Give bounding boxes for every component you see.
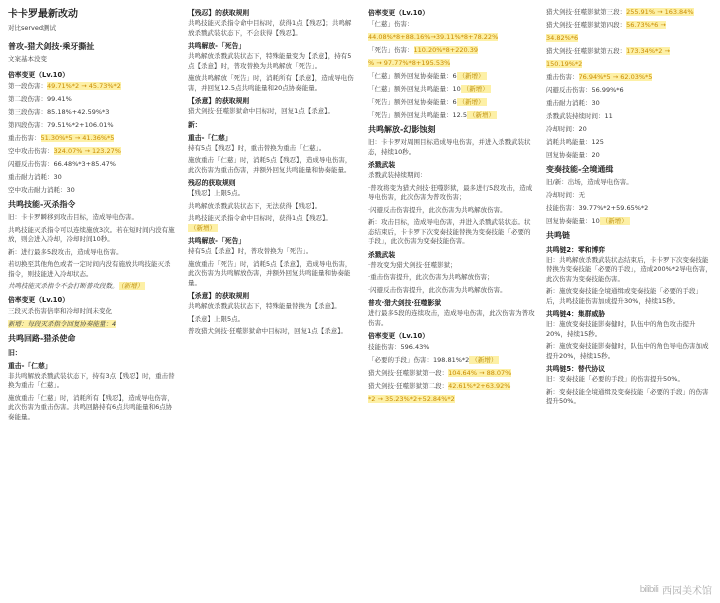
paragraph: 旧：卡卡罗对周围目标造成导电伤害，并进入杀戮武装状态，持续10秒。 [368, 138, 531, 156]
stat-row: 「死告」额外回复共鸣能量：12.5 （新增） [368, 111, 495, 119]
watermark [640, 582, 712, 597]
stat-row: 新增：每段灭杀指令回复协奏能量：4 [8, 319, 117, 328]
paragraph: 施放重击「仁慈」时，消耗5点【残忍】，造成导电伤害，此次伤害为重击伤害，并额外回复共鸣能量和协奏能量。 [188, 156, 352, 174]
stat-row: 猎犬剑技·狂噬影狱第二段：42.61%*2+63.92% [368, 382, 511, 390]
new-label: 新： [188, 120, 202, 129]
subsection-heading: 【杀意】的获取规则 [188, 97, 250, 105]
section-title-normal-attack: 普攻-猎犬剑技·乘牙撕扯 [8, 42, 95, 51]
watermark-text: 西园美术馆 [662, 586, 712, 597]
subsection-heading: 共鸣解放-「死告」 [188, 42, 246, 50]
stat-row: 猎犬剑技·狂噬影狱第四段：56.73%*6 → [546, 21, 666, 29]
stat-row: 技能伤害：39.77%*2+59.65%*2 [546, 203, 649, 212]
stat-row: 第四段伤害：79.51%*2+106.01% [8, 121, 114, 129]
stat-row: 44.08%*8+88.16%→39.11%*8+78.22% [368, 33, 499, 41]
stat-row: 「仁慈」额外回复共鸣能量：10 （新增） [368, 85, 489, 93]
section-note: 文案基本没变 [8, 55, 47, 63]
paragraph: 共鸣解放杀戮武装状态下，特殊能量替换为【杀意】。 [188, 302, 341, 310]
column-2 [188, 0, 356, 603]
paragraph: 持有5点【残忍】时，重击替换为重击「仁慈」。 [188, 143, 326, 152]
stat-row: 冷却时间：无 [546, 190, 585, 199]
stat-row: % → 97.77%*8+195.53% [368, 59, 451, 67]
paragraph: 新：攻击目标，造成导电伤害，并进入杀戮武装状态。状态结束后，卡卡罗下次变奏技能替换为变奏技能「必要的手段」，此次伤害为变奏技能伤害。 [368, 218, 531, 245]
subsection-heading: 【杀意】的获取规则 [188, 292, 250, 300]
subsection-heading: 重击-「仁慈」 [188, 133, 232, 142]
subsection-heading: 杀戮武装 [368, 250, 396, 259]
paragraph: 持有5点【杀意】时，普攻替换为「死告」。 [188, 247, 313, 255]
subsection-heading: 共鸣链5：替代协议 [546, 365, 606, 373]
stat-row: 「仁慈」额外回复协奏能量：6 （新增） [368, 72, 485, 80]
subsection-heading: 共鸣链2：零和博弈 [546, 245, 606, 254]
paragraph: ·闪避反击伤害提升，此次伤害为共鸣解放伤害。 [368, 205, 507, 214]
subsection-heading: 普攻·猎犬剑技·狂噬影狱 [368, 299, 442, 307]
paragraph: 新：施放变奏技能影奏健时，队伍中的角色导电伤害加成提升20%，持续15秒。 [546, 342, 709, 360]
section-title-chain: 共鸣链 [546, 230, 570, 240]
paragraph: 共鸣技能灭杀指令可以连续施放3次。若在短时间内没有施放，则会进入冷却，冷却时间10秒。 [8, 225, 175, 243]
stat-row: 第二段伤害：99.41% [8, 95, 72, 103]
stat-row: 猎犬剑技·狂噬影狱第三段：255.91% → 163.84% [546, 8, 694, 16]
paragraph: 新：施放变奏技能全境通缉或变奏技能「必要的手段」后，共鸣技能伤害加成提升30%，持续15秒。 [546, 287, 702, 305]
stat-row: 34.82%*6 [546, 34, 579, 42]
stat-row: 猎犬剑技·狂噬影狱第五段：173.34%*2 → [546, 47, 670, 55]
old-label: 旧： [8, 348, 22, 357]
subsection-heading: 杀戮武装 [368, 161, 396, 169]
section-title-intro: 变奏技能-全境通缉 [546, 165, 614, 174]
column-1 [8, 0, 176, 603]
version-heading: 倍率变更（Lv.10） [8, 71, 70, 79]
subsection-heading: 重击-「仁慈」 [8, 361, 52, 370]
subtitle: 对比served测试 [8, 24, 57, 32]
section-title-liberation: 共鸣解放-幻影蚀刻 [368, 125, 436, 134]
stat-row: 闪避反击伤害：66.48%*3+85.47% [8, 160, 116, 168]
stat-row: 「死告」伤害：110.20%*8+220.39 [368, 46, 478, 54]
paragraph: 施放重击「死告」时，消耗5点【杀意】，造成导电伤害，此次伤害为共鸣解放伤害，并额外回复共鸣能量和协奏能量。 [188, 259, 352, 287]
paragraph: 旧：变奏技能「必要的手段」的伤害提升50%。 [546, 375, 684, 383]
stat-row: 第三段伤害：85.18%+42.59%*3 [8, 108, 110, 116]
paragraph: 杀戮武装持续期间： [368, 171, 427, 179]
paragraph: 【杀意】上限5点。 [188, 314, 245, 323]
paragraph: 旧：施放变奏技能影奏健时，队伍中的角色攻击提升20%，持续15秒。 [546, 320, 696, 338]
paragraph: 共鸣技能灭杀指令不会打断普攻段数。 （新增） [8, 282, 144, 290]
version-heading: 倍率变更（Lv.10） [368, 9, 430, 17]
stat-row: 「仁慈」伤害： [368, 20, 414, 28]
stat-row: 「死告」额外回复协奏能量：6 （新增） [368, 98, 485, 106]
stat-row: 空中攻击耐力消耗：30 [8, 186, 75, 194]
stat-row: *2 → 35.23%*2+52.84%*2 [368, 395, 455, 403]
paragraph: ·闪避反击伤害提升，此次伤害为共鸣解放伤害。 [368, 285, 507, 294]
paragraph: 施放重击「仁慈」时，消耗所有【残忍】，造成导电伤害，此次伤害为重击伤害。共鸣回路持有6点共鸣能量和6点协奏能量。 [8, 393, 174, 421]
paragraph: 旧：卡卡罗瞬移到攻击目标，造成导电伤害。 [8, 213, 138, 221]
paragraph: 【残忍】上限5点。 [188, 189, 245, 197]
stat-row: 回复协奏能量：20 [546, 151, 600, 159]
stat-row: 150.19%*2 [546, 60, 583, 68]
paragraph: ·普攻变为猎犬剑技·狂噬影狱； [368, 260, 457, 269]
stat-row: 空中攻击伤害：324.07% → 123.27% [8, 147, 121, 155]
stat-row: 第一段伤害：49.71%*2 → 45.73%*2 [8, 82, 121, 90]
stat-row: 猎犬剑技·狂噬影狱第一段：104.64% → 88.07% [368, 369, 512, 377]
stat-row: 闪避反击伤害：56.99%*6 [546, 86, 624, 94]
paragraph: 共鸣解放杀戮武装状态下，无法获得【残忍】。 [188, 201, 322, 210]
stat-row: 技能伤害：596.43% [368, 343, 430, 351]
stat-row: 重击耐力消耗：30 [546, 99, 600, 107]
version-heading: 倍率变更（Lv.10） [8, 295, 70, 304]
paragraph: 旧/新：出场，造成导电伤害。 [546, 178, 633, 186]
page-title: 卡卡罗最新改动 [8, 9, 78, 20]
paragraph: 猎犬剑技·狂噬影狱命中目标时，回复1点【杀意】。 [188, 107, 334, 115]
stat-row: 「必要的手段」伤害：198.81%*2 （新增） [368, 356, 498, 364]
paragraph: ·重击伤害提升，此次伤害为共鸣解放伤害； [368, 273, 494, 281]
stat-row: 杀戮武装持续时间：11 [546, 112, 613, 120]
subsection-heading: 残忍的获取规则 [188, 179, 236, 187]
paragraph: ·普攻将变为猎犬剑技·狂噬影狱，最多进行5段攻击，造成导电伤害，此次伤害为普攻伤害； [368, 183, 533, 201]
version-heading: 倍率变更（Lv.10） [368, 332, 430, 340]
paragraph: 进行最多5段的连续攻击，造成导电伤害，此次伤害为普攻伤害。 [368, 309, 535, 327]
paragraph: 共鸣解放杀戮武装状态下，特殊能量变为【杀意】，持有5点【杀意】时，普攻替换为共鸣解放「死告」。 [188, 52, 352, 70]
bilibili-logo-icon: bilibili [639, 584, 658, 595]
paragraph: 新：进行最多5段攻击，造成导电伤害。 [8, 247, 123, 256]
stat-row: 重击伤害：51.30%*5 → 41.36%*5 [8, 134, 115, 142]
subsection-heading: 【残忍】的获取规则 [188, 9, 250, 17]
stat-row: 重击耐力消耗：30 [8, 173, 62, 181]
section-title-circuit: 共鸣回路-猎杀使命 [8, 333, 76, 343]
paragraph: 施放共鸣解放「死告」时，消耗所有【杀意】，造成导电伤害，并回复12.5点共鸣能量和20点协奏能量。 [188, 74, 354, 92]
stat-row: 冷却时间：20 [546, 125, 587, 133]
paragraph: 旧：共鸣解放杀戮武装状态结束后，卡卡罗下次变奏技能替换为变奏技能「必要的手段」，造成200%*2导电伤害，此次伤害为变奏技能伤害。 [546, 255, 712, 283]
stat-row: 重击伤害：76.94%*5 → 62.03%*5 [546, 73, 653, 81]
paragraph: 共鸣技能灭杀指令命中目标时，获得1点【残忍】。（新增） [188, 214, 332, 232]
paragraph: 共鸣技能灭杀指令命中目标时，获得1点【残忍】；共鸣解放杀戮武装状态下，不会获得【残忍】。 [188, 19, 352, 37]
column-4 [546, 0, 714, 603]
subsection-heading: 共鸣解放-「死告」 [188, 237, 246, 245]
stat-row: 三段灭杀伤害倍率和冷却时间未变化 [8, 306, 112, 315]
subsection-heading: 共鸣链4：集群威胁 [546, 310, 606, 318]
paragraph: 非共鸣解放杀戮武装状态下，持有3点【残忍】时，重击替换为重击「仁慈」。 [8, 371, 175, 389]
new-badge: （新增） [120, 282, 144, 290]
column-3 [368, 0, 536, 603]
paragraph: 新：变奏技能全境通缉及变奏技能「必要的手段」的伤害提升50%。 [546, 387, 709, 405]
stat-row: 回复协奏能量：10 （新增） [546, 216, 628, 225]
paragraph: 普攻猎犬剑技·狂噬影狱命中目标时，回复1点【杀意】。 [188, 327, 347, 335]
new-badge: （新增） [190, 223, 216, 232]
paragraph: 若切换至其他角色或者一定时间内没有施放共鸣技能灭杀指令，则技能进入冷却状态。 [8, 260, 171, 278]
stat-row: 消耗共鸣能量：125 [546, 138, 604, 146]
section-title-skill: 共鸣技能-灭杀指令 [8, 200, 76, 209]
